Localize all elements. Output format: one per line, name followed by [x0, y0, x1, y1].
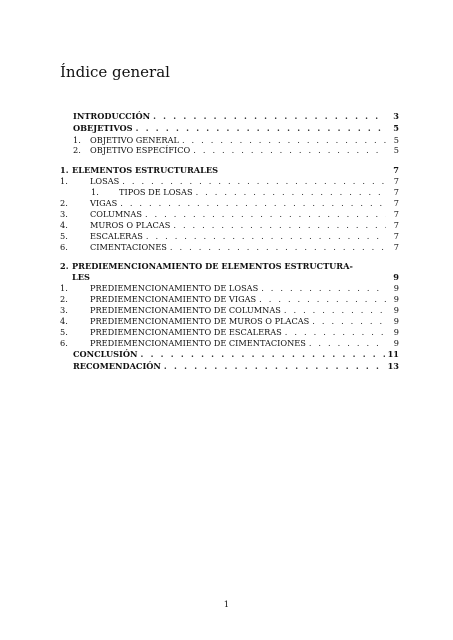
toc-entry-label: OBJETIVO GENERAL — [90, 135, 179, 145]
toc-leader-dots — [120, 198, 386, 208]
toc-entry-page: 7 — [393, 209, 399, 219]
toc-entry-conclusion[interactable] — [73, 349, 399, 359]
toc-entry-label: PREDIEMENCIONAMIENTO DE VIGAS — [90, 294, 257, 304]
toc-leader-dots — [182, 135, 386, 145]
toc-entry-introduccion[interactable] — [73, 111, 399, 121]
toc-entry-number: 1. — [73, 135, 81, 145]
toc-entry-page: 7 — [393, 198, 399, 208]
toc-leader-dots — [145, 209, 386, 219]
toc-entry-number: 5. — [60, 327, 68, 337]
toc-leader-dots — [312, 316, 386, 326]
toc-entry-number: 6. — [60, 242, 68, 252]
toc-entry-label: PREDIEMENCIONAMIENTO DE COLUMNAS — [90, 305, 281, 315]
toc-leader-dots — [122, 176, 386, 186]
toc-entry-page: 5 — [393, 123, 399, 133]
toc-entry-cimentaciones[interactable] — [60, 242, 399, 252]
toc-entry-pred-muros[interactable] — [60, 316, 399, 326]
toc-entry-label: CIMENTACIONES — [90, 242, 167, 252]
toc-entry-page: 9 — [393, 327, 399, 337]
toc-entry-page: 5 — [393, 145, 399, 155]
toc-entry-label: CONCLUSIÓN — [73, 349, 138, 359]
toc-entry-pred-escaleras[interactable] — [60, 327, 399, 337]
toc-entry-objetivo-especifico[interactable] — [73, 145, 399, 155]
toc-entry-page: 3 — [393, 111, 399, 121]
toc-entry-number: 1. — [60, 283, 68, 293]
toc-entry-page: 11 — [387, 349, 399, 359]
toc-entry-pred-columnas[interactable] — [60, 305, 399, 315]
toc-entry-label: OBJETIVO ESPECÍFICO — [90, 145, 191, 155]
toc-leader-dots — [153, 111, 386, 121]
toc-entry-page: 9 — [393, 294, 399, 304]
toc-leader-dots — [136, 123, 386, 133]
toc-leader-dots — [259, 294, 386, 304]
toc-entry-recomendacion[interactable] — [73, 361, 399, 371]
toc-leader-dots — [173, 220, 386, 230]
toc-entry-vigas[interactable] — [60, 198, 399, 208]
toc-leader-dots — [196, 187, 386, 197]
toc-entry-number: 1. — [60, 176, 68, 186]
toc-entry-page: 9 — [393, 283, 399, 293]
toc-entry-objetivo-general[interactable] — [73, 135, 399, 145]
toc-entry-label: TIPOS DE LOSAS — [119, 187, 193, 197]
toc-entry-page: 7 — [393, 242, 399, 252]
toc-entry-label: VIGAS — [90, 198, 118, 208]
toc-entry-pred-vigas[interactable] — [60, 294, 399, 304]
toc-leader-dots — [193, 145, 386, 155]
toc-entry-page: 7 — [393, 187, 399, 197]
toc-entry-page: 7 — [393, 231, 399, 241]
toc-leader-dots — [164, 361, 385, 371]
toc-entry-label: PREDIEMENCIONAMIENTO DE MUROS O PLACAS — [90, 316, 310, 326]
toc-entry-number: 2. — [60, 294, 68, 304]
toc-entry-number: 4. — [60, 220, 68, 230]
toc-entry-number: 3. — [60, 209, 68, 219]
toc-entry-label: RECOMENDACIÓN — [73, 361, 161, 371]
toc-entry-number: 6. — [60, 338, 68, 348]
toc-entry-page: 9 — [393, 338, 399, 348]
toc-entry-number: 5. — [60, 231, 68, 241]
toc-entry-page: 9 — [393, 305, 399, 315]
toc-entry-label: LOSAS — [90, 176, 120, 186]
toc-entry-muros-o-placas[interactable] — [60, 220, 399, 230]
toc-chapter-elementos-estructurales[interactable] — [60, 165, 399, 175]
toc-entry-label: INTRODUCCIÓN — [73, 111, 151, 121]
page-number: 1 — [223, 600, 230, 610]
toc-entry-page: 9 — [393, 316, 399, 326]
toc-entry-page: 7 — [393, 176, 399, 186]
toc-entry-escaleras[interactable] — [60, 231, 399, 241]
toc-entry-label: LES — [72, 272, 90, 282]
toc-entry-pred-losas[interactable] — [60, 283, 399, 293]
toc-entry-columnas[interactable] — [60, 209, 399, 219]
toc-entry-number: 2. — [60, 198, 68, 208]
page-title: Índice general — [60, 63, 170, 81]
toc-entry-label: MUROS O PLACAS — [90, 220, 171, 230]
toc-entry-number: 1. — [60, 165, 69, 175]
toc-entry-number: 1. — [91, 187, 99, 197]
toc-leader-dots — [309, 338, 386, 348]
toc-entry-tipos-de-losas[interactable] — [91, 187, 399, 197]
toc-entry-label: PREDIEMENCIONAMIENTO DE ESCALERAS — [90, 327, 282, 337]
toc-entry-label: OBEJETIVOS — [73, 123, 133, 133]
toc-entry-page: 7 — [393, 220, 399, 230]
toc-entry-label: COLUMNAS — [90, 209, 142, 219]
toc-entry-objetivos[interactable] — [73, 123, 399, 133]
toc-entry-number: 4. — [60, 316, 68, 326]
toc-entry-label: ESCALERAS — [90, 231, 143, 241]
toc-entry-pred-cimentaciones[interactable] — [60, 338, 399, 348]
toc-chapter-predimensionamiento-line1[interactable] — [60, 261, 353, 271]
toc-entry-page: 7 — [393, 165, 399, 175]
toc-chapter-predimensionamiento[interactable] — [72, 272, 399, 282]
toc-entry-page: 13 — [387, 361, 399, 371]
toc-entry-label: PREDIEMENCIONAMIENTO DE LOSAS — [90, 283, 259, 293]
toc-leader-dots — [285, 327, 386, 337]
toc-entry-losas[interactable] — [60, 176, 399, 186]
toc-leader-dots — [140, 349, 384, 359]
toc-entry-number: 2. — [60, 261, 69, 271]
toc-leader-dots — [261, 283, 386, 293]
toc-entry-page: 5 — [393, 135, 399, 145]
toc-entry-label: ELEMENTOS ESTRUCTURALES — [72, 165, 219, 175]
toc-leader-dots — [146, 231, 386, 241]
toc-entry-number: 2. — [73, 145, 81, 155]
toc-entry-number: 3. — [60, 305, 68, 315]
toc-entry-label: PREDIEMENCIONAMIENTO DE CIMENTACIONES — [90, 338, 306, 348]
toc-leader-dots — [170, 242, 386, 252]
toc-entry-page: 9 — [393, 272, 399, 282]
toc-leader-dots — [284, 305, 386, 315]
toc-entry-label: PREDIEMENCIONAMIENTO DE ELEMENTOS ESTRUCTURA- — [72, 261, 353, 271]
